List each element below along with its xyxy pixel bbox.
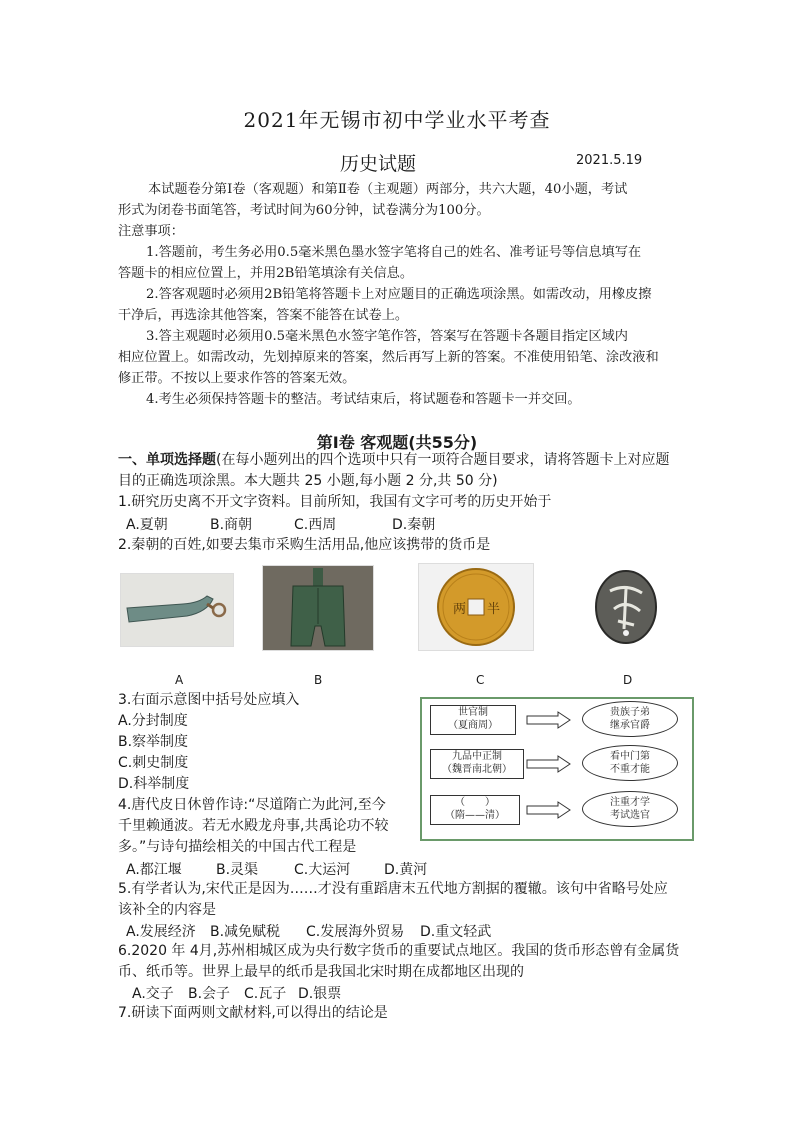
q4-line-2: 千里赖通波。若无水殿龙舟事,共禹论功不较	[118, 818, 389, 834]
spade-coin-image	[262, 565, 374, 651]
q5-option-c: C.发展海外贸易	[306, 924, 405, 940]
notice-2a: 2.答客观题时必须用2B铅笔将答题卡上对应题目的正确选项涂黑。如需改动，用橡皮擦	[146, 287, 652, 302]
notice-3a: 3.答主观题时必须用0.5毫米黑色水签字笔作答，答案写在答题卡各题目指定区域内	[146, 329, 628, 344]
diagram-box-2-line-2: （魏晋南北朝）	[442, 764, 512, 775]
svg-text:半: 半	[487, 602, 501, 617]
ant-nose-coin-image	[588, 563, 664, 651]
q4-line-1: 4.唐代皮日休曾作诗:“尽道隋亡为此河,至今	[118, 797, 386, 813]
notice-4: 4.考生必须保持答题卡的整洁。考试结束后，将试题卷和答题卡一并交回。	[146, 392, 581, 407]
diagram-box-1-line-1: 世官制	[458, 707, 488, 718]
diagram-box-1	[430, 705, 516, 735]
exam-title: 2021年无锡市初中学业水平考查	[243, 108, 551, 132]
diagram-ellipse-2-line-2: 不重才能	[610, 764, 650, 775]
part-instructions-2: 目的正确选项涂黑。本大题共 25 小题,每小题 2 分,共 50 分)	[118, 473, 498, 489]
part-rest-1: (在每小题列出的四个选项中只有一项符合题目要求，请将答题卡上对应题	[216, 452, 670, 468]
q6-line-2: 币、纸币等。世界上最早的纸币是我国北宋时期在成都地区出现的	[118, 964, 524, 980]
image-label-a: A	[175, 673, 184, 687]
q6-option-a: A.交子	[132, 986, 174, 1002]
ban-liang-coin-image	[418, 563, 534, 651]
part-label: 一、单项选择题	[118, 452, 216, 468]
q1-option-c: C.西周	[294, 517, 337, 533]
svg-text:两: 两	[453, 602, 467, 617]
diagram-ellipse-1-line-1: 贵族子弟	[610, 707, 650, 718]
notice-1a: 1.答题前，考生务必用0.5毫米黑色墨水签字笔将自己的姓名、准考证号等信息填写在	[146, 245, 642, 260]
q1-stem: 1.研究历史离不开文字资料。目前所知，我国有文字可考的历史开始于	[118, 494, 552, 510]
q3-option-c: C.刺史制度	[118, 755, 189, 771]
q1-option-b: B.商朝	[210, 517, 253, 533]
q6-option-b: B.会子	[188, 986, 231, 1002]
q4-line-3: 多。”与诗句描绘相关的中国古代工程是	[118, 839, 357, 855]
q5-option-b: B.减免赋税	[210, 924, 281, 940]
q3-option-d: D.科举制度	[118, 776, 190, 792]
diagram-ellipse-1-line-2: 继承官爵	[610, 720, 650, 731]
notice-3b: 相应位置上。如需改动，先划掉原来的答案，然后再写上新的答案。不准使用铅笔、涂改液和	[118, 350, 659, 365]
q1-option-a: A.夏朝	[126, 517, 168, 533]
q5-option-a: A.发展经济	[126, 924, 196, 940]
exam-subtitle: 历史试题	[340, 153, 417, 175]
image-label-d: D	[623, 673, 633, 687]
part-instructions-1	[118, 450, 669, 471]
q5-line-2: 该补全的内容是	[118, 902, 216, 918]
arrow-2-icon	[526, 755, 572, 773]
intro-line-1: 本试题卷分第Ⅰ卷（客观题）和第Ⅱ卷（主观题）两部分，共六大题，40小题，考试	[148, 182, 628, 197]
q3-option-a: A.分封制度	[118, 713, 188, 729]
image-label-b: B	[314, 673, 323, 687]
diagram-box-2-line-1: 九品中正制	[452, 751, 502, 762]
q6-option-d: D.银票	[298, 986, 342, 1002]
notice-1b: 答题卡的相应位置上，并用2B铅笔填涂有关信息。	[118, 266, 414, 281]
diagram-box-3-line-2: （隋——清）	[445, 810, 505, 821]
q5-line-1: 5.有学者认为,宋代正是因为……才没有重蹈唐末五代地方割据的覆辙。该句中省略号处应	[118, 881, 668, 897]
q4-option-b: B.灵渠	[216, 862, 259, 878]
q3-stem: 3.右面示意图中括号处应填入	[118, 692, 300, 708]
diagram-ellipse-3-line-1: 注重才学	[610, 797, 650, 808]
exam-date: 2021.5.19	[576, 153, 643, 168]
q4-option-d: D.黄河	[384, 862, 428, 878]
notice-3c: 修正带。不按以上要求作答的答案无效。	[118, 371, 356, 386]
q1-option-d: D.秦朝	[392, 517, 436, 533]
q7-stem: 7.研读下面两则文献材料,可以得出的结论是	[118, 1005, 388, 1021]
section-title: 第Ⅰ卷 客观题(共55分)	[316, 433, 478, 452]
diagram-ellipse-1	[582, 701, 678, 737]
diagram-box-3-line-1: （ ）	[455, 797, 495, 808]
knife-coin-image	[120, 573, 234, 647]
q4-option-a: A.都江堰	[126, 862, 182, 878]
diagram-ellipse-3	[582, 791, 678, 827]
diagram-ellipse-2	[582, 745, 678, 781]
intro-line-2: 形式为闭卷书面笔答，考试时间为60分钟，试卷满分为100分。	[118, 203, 490, 218]
diagram-ellipse-2-line-1: 看中门第	[610, 751, 650, 762]
q3-option-b: B.察举制度	[118, 734, 189, 750]
selection-system-diagram	[420, 697, 694, 841]
q2-stem: 2.秦朝的百姓,如要去集市采购生活用品,他应该携带的货币是	[118, 537, 491, 553]
notice-heading: 注意事项：	[118, 224, 184, 239]
q6-line-1: 6.2020 年 4月,苏州相城区成为央行数字货币的重要试点地区。我国的货币形态曾有金属货	[118, 943, 680, 959]
diagram-ellipse-3-line-2: 考试选官	[610, 810, 650, 821]
diagram-box-3	[430, 795, 520, 825]
q4-option-c: C.大运河	[294, 862, 351, 878]
notice-2b: 干净后，再选涂其他答案，答案不能答在试卷上。	[118, 308, 409, 323]
image-label-c: C	[476, 673, 485, 687]
q5-option-d: D.重文轻武	[420, 924, 492, 940]
q6-option-c: C.瓦子	[244, 986, 287, 1002]
diagram-box-2	[430, 749, 524, 779]
arrow-3-icon	[526, 801, 572, 819]
arrow-1-icon	[526, 711, 572, 729]
diagram-box-1-line-2: （夏商周）	[448, 720, 498, 731]
